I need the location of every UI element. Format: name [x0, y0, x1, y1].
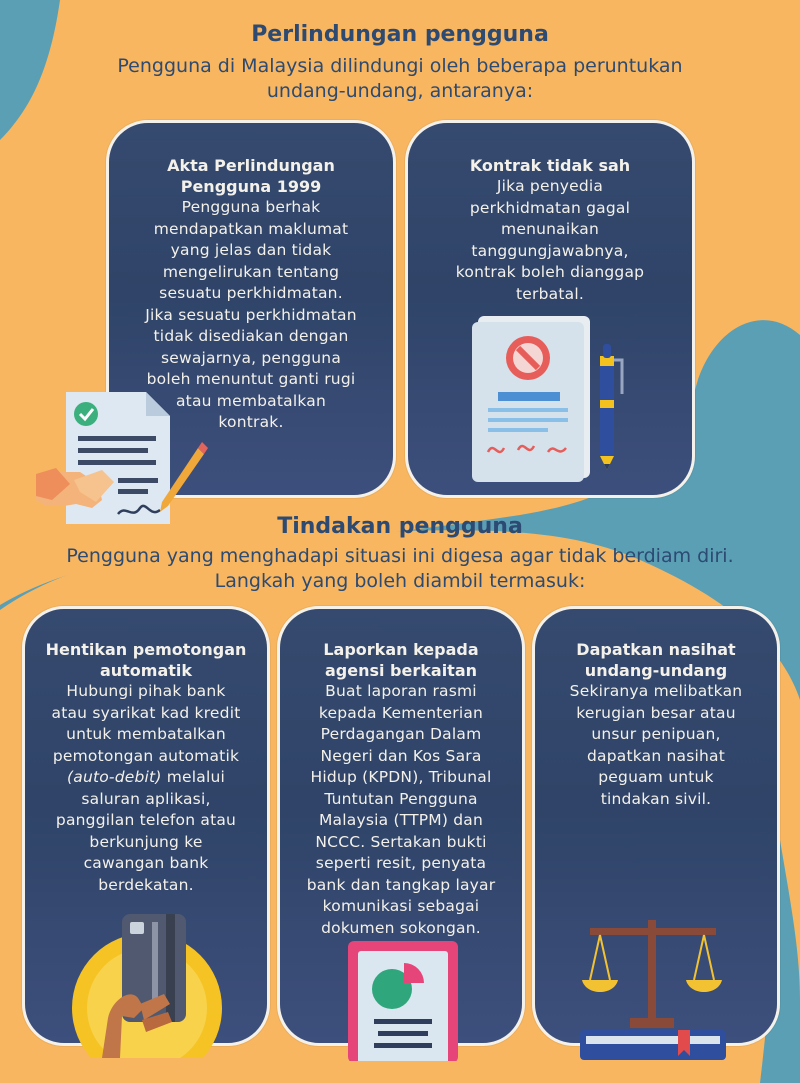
body-line: berdekatan.: [98, 875, 194, 894]
card-title: automatik: [99, 661, 193, 680]
body-line: Tuntutan Pengguna: [324, 789, 478, 808]
card-body: [25, 681, 267, 896]
body-line: Pengguna berhak: [181, 198, 321, 216]
body-line: Negeri dan Kos Sara: [320, 746, 482, 765]
body-line: dokumen sokongan.: [321, 918, 481, 937]
section-heading-protection: Perlindungan pengguna: [251, 22, 549, 47]
credit-card-hand-icon: [72, 908, 222, 1058]
card-body: [280, 681, 522, 939]
body-line: unsur penipuan,: [591, 725, 721, 743]
card-title: Dapatkan nasihat: [576, 640, 736, 659]
card-title: undang-undang: [584, 661, 728, 680]
section-intro-action: [20, 544, 780, 594]
body-line-italic: [25, 767, 267, 789]
body-line: panggilan telefon atau: [55, 811, 237, 829]
intro-line: undang-undang, antaranya:: [266, 80, 534, 102]
body-line: Hidup (KPDN), Tribunal: [310, 768, 492, 786]
body-line: Buat laporan rasmi: [325, 682, 477, 700]
body-line: kerugian besar atau: [576, 703, 736, 722]
body-line: atau syarikat kad kredit: [51, 703, 241, 722]
body-line: seperti resit, penyata: [315, 854, 487, 872]
body-line: menunaikan: [501, 220, 599, 238]
body-line: untuk membatalkan: [66, 725, 226, 743]
body-line: tanggungjawabnya,: [471, 241, 629, 260]
card-title: Pengguna 1999: [180, 177, 322, 196]
intro-line: Pengguna yang menghadapi situasi ini digesa agar tidak berdiam diri.: [66, 545, 734, 567]
card-title: Akta Perlindungan: [167, 156, 335, 175]
body-line: kontrak boleh dianggap: [455, 263, 645, 281]
body-line: Malaysia (TTPM) dan: [318, 811, 484, 829]
body-line: Sekiranya melibatkan: [569, 682, 743, 700]
body-line: tidak disediakan dengan: [153, 327, 349, 345]
body-line: dapatkan nasihat: [586, 746, 725, 765]
body-text: melalui: [161, 768, 225, 786]
card-title: agensi berkaitan: [324, 661, 478, 680]
body-line: bank dan tangkap layar: [306, 875, 496, 894]
body-line: perkhidmatan gagal: [469, 198, 631, 217]
body-line: NCCC. Sertakan bukti: [315, 832, 487, 851]
body-line: atau membatalkan: [175, 391, 326, 410]
body-line: kontrak.: [218, 413, 284, 431]
report-chart-document-icon: [348, 941, 458, 1061]
scales-of-justice-book-icon: [578, 910, 728, 1060]
card-body: [535, 681, 777, 810]
card-title: Hentikan pemotongan: [45, 640, 247, 659]
body-line: berkunjung ke: [89, 832, 203, 851]
body-line: peguam untuk: [598, 768, 714, 786]
body-line: Jika sesuatu perkhidmatan: [145, 305, 357, 324]
card-title: Laporkan kepada: [323, 640, 479, 659]
body-line: kepada Kementerian: [318, 703, 484, 722]
auto-debit-term: (auto-debit): [67, 768, 162, 786]
body-line: sesuatu perkhidmatan.: [159, 284, 343, 302]
contract-handshake-icon: [36, 388, 211, 530]
body-line: Jika penyedia: [496, 177, 604, 195]
body-line: sewajarnya, pengguna: [160, 348, 342, 367]
section-heading-action: Tindakan pengguna: [277, 514, 523, 539]
card-title: Kontrak tidak sah: [469, 156, 631, 175]
body-line: mendapatkan maklumat: [153, 219, 349, 238]
body-line: cawangan bank: [83, 854, 209, 872]
body-line: mengelirukan tentang: [162, 262, 340, 281]
section-intro-protection: [60, 54, 740, 104]
body-line: boleh menuntut ganti rugi: [146, 370, 356, 388]
body-line: saluran aplikasi,: [81, 789, 211, 808]
intro-line: Pengguna di Malaysia dilindungi oleh beberapa peruntukan: [117, 55, 683, 77]
body-line: yang jelas dan tidak: [170, 241, 332, 259]
body-line: komunikasi sebagai: [322, 897, 480, 915]
intro-line: Langkah yang boleh diambil termasuk:: [214, 570, 586, 592]
body-line: terbatal.: [516, 284, 584, 303]
body-line: Hubungi pihak bank: [66, 682, 226, 700]
body-line: pemotongan automatik: [52, 746, 240, 765]
card-body: [408, 176, 692, 305]
body-line: tindakan sivil.: [600, 789, 712, 808]
cancelled-document-pen-icon: [470, 314, 640, 484]
body-line: Perdagangan Dalam: [320, 725, 482, 743]
